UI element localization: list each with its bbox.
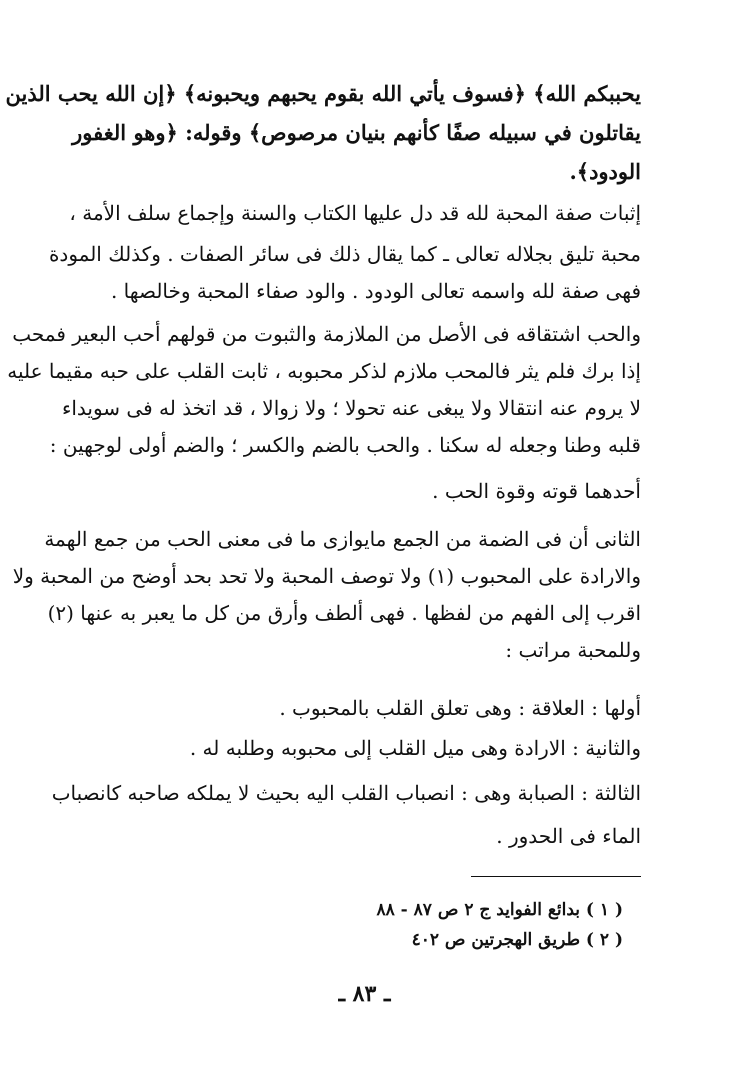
text-line-1: يحببكم الله﴾ ﴿فسوف يأتي الله بقوم يحبهم ويحبونه﴾ ﴿إن الله يحب الذين	[5, 81, 641, 106]
footnote-1: ( ١ ) بدائع الفوايد ج ٢ ص ٨٧ - ٨٨	[376, 900, 623, 920]
text-line-14: اقرب إلى الفهم من لفظها . فهى ألطف وأرق من كل ما يعبر به عنها (٢)	[47, 601, 641, 625]
page-number: ـ ٨٣ ـ	[338, 981, 391, 1007]
text-line-16: أولها : العلاقة : وهى تعلق القلب بالمحبوب .	[279, 696, 641, 720]
text-line-11: أحدهما قوته وقوة الحب .	[432, 479, 641, 503]
text-line-9: لا يروم عنه انتقالا ولا يبغى عنه تحولا ؛ ولا زوالا ، قد اتخذ له فى سويداء	[61, 396, 641, 420]
text-line-15: وللمحبة مراتب :	[505, 638, 641, 662]
text-line-17: والثانية : الارادة وهى ميل القلب إلى محبوبه وطلبه له .	[189, 736, 641, 760]
text-line-12: الثانى أن فى الضمة من الجمع مايوازى ما فى معنى الحب من جمع الهمة	[44, 527, 641, 551]
text-line-5: محبة تليق بجلاله تعالى ـ كما يقال ذلك فى سائر الصفات . وكذلك المودة	[48, 242, 641, 266]
text-line-8: إذا برك فلم يثر فالمحب ملازم لذكر محبوبه ، ثابت القلب على حبه مقيما عليه	[7, 359, 641, 383]
text-line-10: قلبه وطنا وجعله له سكنا . والحب بالضم والكسر ؛ والضم أولى لوجهين :	[49, 433, 641, 457]
text-line-7: والحب اشتقاقه فى الأصل من الملازمة والثبوت من قولهم أحب البعير فمحب	[12, 322, 641, 346]
text-line-6: فهى صفة لله واسمه تعالى الودود . والود صفاء المحبة وخالصها .	[110, 279, 641, 303]
text-line-3: الودود﴾.	[569, 159, 641, 184]
footnote-2: ( ٢ ) طريق الهجرتين ص ٤٠٢	[411, 930, 623, 950]
text-line-4: إثبات صفة المحبة لله قد دل عليها الكتاب والسنة وإجماع سلف الأمة ،	[69, 201, 641, 225]
text-line-13: والارادة على المحبوب (١) ولا توصف المحبة ولا تحد بحد أوضح من المحبة ولا	[12, 564, 641, 588]
text-line-19: الماء فى الحدور .	[496, 824, 641, 848]
text-line-18: الثالثة : الصبابة وهى : انصباب القلب اليه بحيث لا يملكه صاحبه كانصباب	[51, 781, 641, 805]
text-line-2: يقاتلون في سبيله صفًا كأنهم بنيان مرصوص﴾ وقوله: ﴿وهو الغفور	[72, 120, 641, 145]
footnote-divider	[471, 876, 641, 877]
